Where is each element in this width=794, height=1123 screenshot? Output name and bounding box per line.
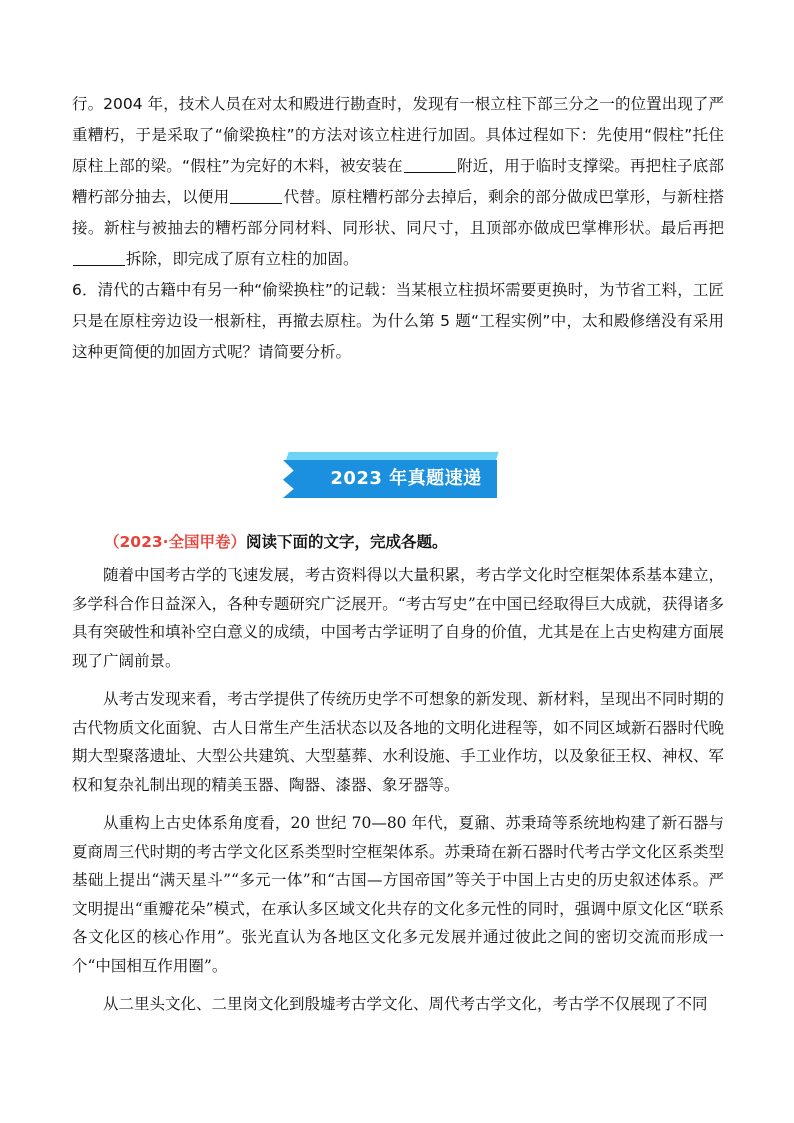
engineering-case-paragraph bbox=[72, 89, 724, 275]
passage-paragraph-3: 从重构上古史体系角度看，20 世纪 70—80 年代，夏鼐、苏秉琦等系统地构建了新石器与夏商周三代时期的考古学文化区系类型时空框架体系。苏秉琦在新石器时代考古学文化区系类型基础上提出“满天星斗”“多元一体”和“古国—方国帝国”等关于中国上古史的历史叙述体系。严文明提出“重瓣花朵”模式，在承认多区域文化共存的文化多元性的同时，强调中原文化区“联系各文化区的核心作用”。张光直认为各地区文化多元发展并通过彼此之间的密切交流而形成一个“中国相互作用圈”。 bbox=[72, 814, 724, 975]
section-banner bbox=[283, 452, 503, 500]
fill-blank-3[interactable] bbox=[73, 249, 125, 266]
passage-paragraph-1: 随着中国考古学的飞速发展，考古资料得以大量积累，考古学文化时空框架体系基本建立，多学科合作日益深入，各种专题研究广泛展开。“考古写史”在中国已经取得巨大成就，获得诸多具有突破性和填补空白意义的成绩，中国考古学证明了自身的价值，尤其是在上古史构建方面展现了广阔前景。 bbox=[72, 566, 724, 670]
case-text-1: 行。2004 年，技术人员在对太和殿进行勘查时，发现有一根立柱下部三分之一的位置出现了严重糟朽，于是采取了“偷梁换柱”的方法对该立柱进行加固。具体过程如下：先使用“假柱”托住原柱上部的梁。“假柱”为完好的木料，被安装在 bbox=[72, 95, 724, 175]
question-6: 6．清代的古籍中有另一种“偷梁换柱”的记载：当某根立柱损坏需要更换时，为节省工料，工匠只是在原柱旁边设一根新柱，再撤去原柱。为什么第 5 题“工程实例”中，太和殿修缮没有采用这种更简便的加固方式呢？请简要分析。 bbox=[72, 281, 724, 361]
reading-instruction: 阅读下面的文字，完成各题。 bbox=[246, 533, 448, 551]
passage-paragraph-4: 从二里头文化、二里岗文化到殷墟考古学文化、周代考古学文化，考古学不仅展现了不同 bbox=[103, 995, 708, 1013]
banner-title: 2023 年真题速递 bbox=[330, 468, 482, 489]
case-text-4: 拆除，即完成了原有立柱的加固。 bbox=[126, 250, 359, 268]
exam-source-line bbox=[104, 530, 724, 554]
case-text-3: 代替。原柱糟朽部分去掉后，剩余的部分做成巴掌形，与新柱搭接。新柱与被抽去的糟朽部分同材料、同形状、同尺寸，且顶部亦做成巴掌榫形状。最后再把 bbox=[72, 188, 724, 237]
fill-blank-2[interactable] bbox=[230, 187, 282, 204]
case-text-2: 附近，用于临时支撑梁。再把柱子底部糟朽部分抽去，以便用 bbox=[72, 157, 724, 206]
reading-passage bbox=[72, 561, 724, 1029]
question-block bbox=[72, 89, 724, 368]
fill-blank-1[interactable] bbox=[404, 156, 456, 173]
passage-paragraph-2: 从考古发现来看，考古学提供了传统历史学不可想象的新发现、新材料，呈现出不同时期的古代物质文化面貌、古人日常生产生活状态以及各地的文明化进程等，如不同区域新石器时代晚期大型聚落遗址、大型公共建筑、大型墓葬、水利设施、手工业作坊，以及象征王权、神权、军权和复杂礼制出现的精美玉器、陶器、漆器、象牙器等。 bbox=[72, 690, 724, 794]
exam-source-tag: （2023·全国甲卷） bbox=[104, 533, 247, 551]
